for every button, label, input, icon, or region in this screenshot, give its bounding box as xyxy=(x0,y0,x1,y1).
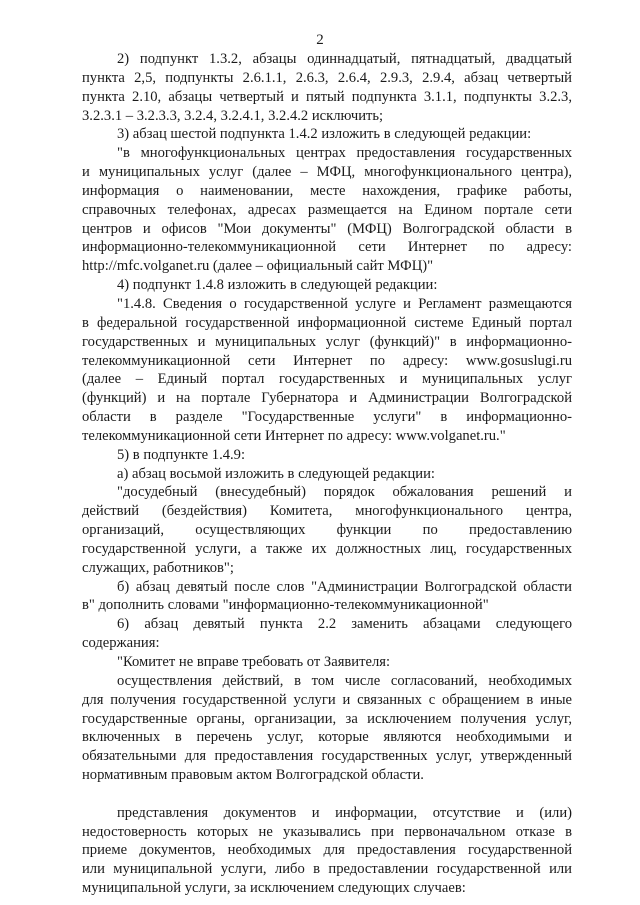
text-line: или муниципальной услуги, либо в предоставлении государственной или xyxy=(82,861,572,878)
text-line: 5) в подпункте 1.4.9: xyxy=(117,446,246,463)
text-line: в" дополнить словами "информационно-телекоммуникационной" xyxy=(82,597,489,614)
text-line: http://mfc.volganet.ru (далее – официальный сайт МФЦ)" xyxy=(82,258,434,275)
text-line: информация о наименовании, месте нахождения, графике работы, xyxy=(82,182,572,199)
document-body xyxy=(82,50,572,898)
text-line: 4) подпункт 1.4.8 изложить в следующей редакции: xyxy=(117,277,438,294)
text-line: пункта 2.10, абзацы четвертый и пятый подпункта 3.1.1, подпункты 3.2.3, xyxy=(82,88,572,105)
text-line: содержания: xyxy=(82,635,160,652)
text-line: осуществления действий, в том числе согласований, необходимых xyxy=(117,672,572,689)
text-line: (функций) и на портале Губернатора и Администрации Волгоградской xyxy=(82,390,572,407)
text-line: государственные органы, организации, за исключением получения услуг, xyxy=(82,710,572,727)
text-line: обязательными для предоставления государственных услуг, утвержденный xyxy=(82,748,572,765)
text-line: телекоммуникационной сети Интернет по адресу: www.gosuslugi.ru xyxy=(82,352,572,369)
text-line: телекоммуникационной сети Интернет по адресу: www.volganet.ru." xyxy=(82,427,506,444)
text-line: "досудебный (внесудебный) порядок обжалования решений и xyxy=(117,484,572,501)
text-line: недостоверность которых не указывались при первоначальном отказе в xyxy=(82,823,572,840)
text-line: б) абзац девятый после слов "Администрации Волгоградской области xyxy=(117,578,572,595)
text-line: действий (бездействия) Комитета, многофункционального центра, xyxy=(82,503,572,520)
text-line: служащих, работников"; xyxy=(82,559,234,576)
text-line: 2) подпункт 1.3.2, абзацы одиннадцатый, пятнадцатый, двадцатый xyxy=(117,51,572,67)
text-line: "Комитет не вправе требовать от Заявителя: xyxy=(117,654,391,670)
text-line: и муниципальных услуг (далее – МФЦ, многофункционального центра), xyxy=(82,164,572,181)
text-line xyxy=(82,785,572,804)
text-line: информационно-телекоммуникационной сети Интернет по адресу: xyxy=(82,239,572,256)
text-line: включенных в перечень услуг, которые являются необходимыми и xyxy=(82,729,572,746)
text-line: "в многофункциональных центрах предоставления государственных xyxy=(117,145,572,162)
text-line: представления документов и информации, отсутствие и (или) xyxy=(117,804,572,821)
text-line: 3.2.3.1 – 3.2.3.3, 3.2.4, 3.2.4.1, 3.2.4.2 исключить; xyxy=(82,107,384,124)
text-line: области в разделе "Государственные услуги" в информационно- xyxy=(82,409,572,426)
text-line: "1.4.8. Сведения о государственной услуге и Регламент размещаются xyxy=(117,295,572,312)
text-line: муниципальной услуги, за исключением следующих случаев: xyxy=(82,880,466,897)
text-line: приеме документов, необходимых для предоставления государственной xyxy=(82,842,572,859)
text-line: пункта 2,5, подпункты 2.6.1.1, 2.6.3, 2.6.4, 2.9.3, 2.9.4, абзац четвертый xyxy=(82,69,572,86)
text-line: центров и офисов "Мои документы" (МФЦ) Волгоградской области в xyxy=(82,220,572,237)
text-line: организаций, осуществляющих функции по предоставлению xyxy=(82,522,572,539)
text-line: а) абзац восьмой изложить в следующей редакции: xyxy=(117,465,435,482)
text-line: в федеральной государственной информационной системе Единый портал xyxy=(82,314,572,331)
text-line: нормативным правовым актом Волгоградской области. xyxy=(82,767,424,784)
text-line: для получения государственной услуги и связанных с обращением в иные xyxy=(82,691,572,708)
text-line: 3) абзац шестой подпункта 1.4.2 изложить в следующей редакции: xyxy=(117,126,532,143)
text-line: справочных телефонах, адресах размещается на Едином портале сети xyxy=(82,201,572,218)
text-line: (далее – Единый портал государственных и муниципальных услуг xyxy=(82,371,572,388)
text-line: 6) абзац девятый пункта 2.2 заменить абзацами следующего xyxy=(117,616,572,633)
text-line: государственной услуги, а также их должностных лиц, государственных xyxy=(82,540,572,557)
text-line: государственных и муниципальных услуг (функций)" в информационно- xyxy=(82,333,572,350)
page-number: 2 xyxy=(316,32,324,48)
